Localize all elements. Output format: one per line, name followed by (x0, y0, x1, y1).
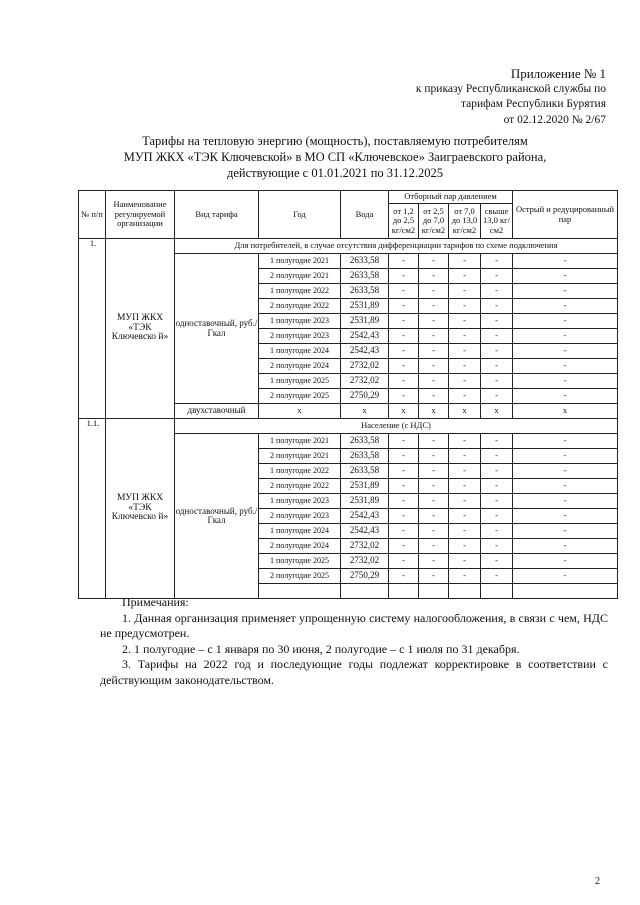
header-pressure-3: от 7,0 до 13,0 кг/см2 (449, 204, 481, 239)
water-value: 2531,89 (341, 314, 389, 329)
period-cell: 1 полугодие 2023 (259, 314, 341, 329)
water-value: 2542,43 (341, 524, 389, 539)
period-cell: 2 полугодие 2022 (259, 479, 341, 494)
water-value: 2750,29 (341, 389, 389, 404)
steam-value: - (449, 254, 481, 269)
steam-value: - (513, 509, 618, 524)
steam-value: - (449, 479, 481, 494)
double-value: x (259, 404, 341, 419)
steam-value: - (449, 284, 481, 299)
steam-value: - (481, 314, 513, 329)
steam-value: - (481, 344, 513, 359)
section-2-body (79, 419, 618, 599)
steam-value: - (419, 509, 449, 524)
header-row (79, 191, 618, 204)
steam-value: - (513, 344, 618, 359)
steam-value: - (389, 374, 419, 389)
water-value: 2633,58 (341, 464, 389, 479)
period-cell: 1 полугодие 2024 (259, 524, 341, 539)
notes-heading: Примечания: (122, 595, 189, 609)
steam-value: - (513, 434, 618, 449)
appendix-block (416, 66, 606, 128)
steam-value: - (513, 269, 618, 284)
steam-value: - (389, 254, 419, 269)
steam-value: - (513, 479, 618, 494)
steam-value: - (449, 434, 481, 449)
steam-value: - (449, 389, 481, 404)
period-cell: 1 полугодие 2022 (259, 284, 341, 299)
steam-value: - (419, 299, 449, 314)
steam-value: - (389, 509, 419, 524)
steam-value: - (513, 554, 618, 569)
section-caption: Для потребителей, в случае отсутствия дифференциации тарифов по схеме подключения (175, 239, 618, 254)
document-title (100, 133, 570, 181)
header-num: № п/п (79, 191, 106, 239)
appendix-line: к приказу Республиканской службы по (415, 82, 606, 95)
period-cell: 1 полугодие 2025 (259, 554, 341, 569)
period-cell: 1 полугодие 2024 (259, 344, 341, 359)
period-cell: 1 полугодие 2025 (259, 374, 341, 389)
water-value: 2732,02 (341, 359, 389, 374)
header-sharp-steam: Острый и редуцированный пар (513, 191, 618, 239)
steam-value: - (419, 329, 449, 344)
steam-value: - (419, 494, 449, 509)
steam-value: - (419, 464, 449, 479)
steam-value: - (481, 434, 513, 449)
appendix-line: Приложение № 1 (510, 66, 606, 81)
steam-value: - (449, 374, 481, 389)
header-pressure-2: от 2,5 до 7,0 кг/см2 (419, 204, 449, 239)
note-item: 3. Тарифы на 2022 год и последующие годы подлежат корректировке в соответствии с действующим законодательством. (100, 657, 608, 687)
appendix-line: от 02.12.2020 № 2/67 (503, 113, 606, 126)
steam-value: - (419, 374, 449, 389)
steam-value: - (449, 359, 481, 374)
steam-value: - (419, 389, 449, 404)
steam-value: - (513, 494, 618, 509)
organization-name: МУП ЖКХ «ТЭК Ключевско й» (106, 239, 175, 419)
steam-value: - (389, 269, 419, 284)
steam-value: - (481, 479, 513, 494)
water-value: 2750,29 (341, 569, 389, 584)
steam-value: - (389, 554, 419, 569)
steam-value: - (513, 314, 618, 329)
steam-value: - (513, 299, 618, 314)
steam-value: - (513, 569, 618, 584)
period-cell: 2 полугодие 2023 (259, 329, 341, 344)
period-cell: 2 полугодие 2023 (259, 509, 341, 524)
steam-value: - (419, 284, 449, 299)
double-value: x (513, 404, 618, 419)
tariff-type: двухставочный (175, 404, 259, 419)
water-value: 2732,02 (341, 539, 389, 554)
double-value: x (481, 404, 513, 419)
steam-value: - (513, 329, 618, 344)
water-value: 2732,02 (341, 374, 389, 389)
steam-value: - (389, 359, 419, 374)
header-type: Вид тарифа (175, 191, 259, 239)
header-water: Вода (341, 191, 389, 239)
tariff-type: одноставочный, руб./Гкал (175, 254, 259, 404)
row-number: 1.1. (79, 419, 106, 599)
steam-value: - (481, 539, 513, 554)
double-value: x (341, 404, 389, 419)
steam-value: - (419, 524, 449, 539)
steam-value: - (481, 449, 513, 464)
section-caption: Население (с НДС) (175, 419, 618, 434)
water-value: 2633,58 (341, 269, 389, 284)
header-pressure-4: свыше 13,0 кг/см2 (481, 204, 513, 239)
period-cell: 2 полугодие 2022 (259, 299, 341, 314)
steam-value: - (449, 569, 481, 584)
steam-value: - (389, 524, 419, 539)
period-cell: 2 полугодие 2025 (259, 389, 341, 404)
steam-value: - (449, 269, 481, 284)
double-value: x (419, 404, 449, 419)
water-value: 2732,02 (341, 554, 389, 569)
steam-value: - (481, 269, 513, 284)
header-org: Наименование регулируемой организации (106, 191, 175, 239)
period-cell: 2 полугодие 2025 (259, 569, 341, 584)
steam-value: - (419, 479, 449, 494)
steam-value: - (449, 314, 481, 329)
note-item: 1. Данная организация применяет упрощенную систему налогообложения, в связи с чем, НДС не предусмотрен. (100, 610, 608, 640)
steam-value: - (481, 359, 513, 374)
row-number: 1. (79, 239, 106, 419)
page-number: 2 (595, 876, 600, 887)
steam-value: - (389, 494, 419, 509)
steam-value: - (419, 314, 449, 329)
steam-value: - (513, 539, 618, 554)
steam-value: - (449, 494, 481, 509)
steam-value: - (419, 269, 449, 284)
steam-value: - (513, 449, 618, 464)
steam-value: - (449, 509, 481, 524)
double-value: x (449, 404, 481, 419)
steam-value: - (419, 539, 449, 554)
steam-value: - (389, 389, 419, 404)
period-cell: 2 полугодие 2024 (259, 539, 341, 554)
steam-value: - (389, 434, 419, 449)
steam-value: - (481, 509, 513, 524)
steam-value: - (419, 434, 449, 449)
steam-value: - (481, 254, 513, 269)
steam-value: - (481, 524, 513, 539)
steam-value: - (513, 524, 618, 539)
water-value: 2542,43 (341, 329, 389, 344)
steam-value: - (449, 449, 481, 464)
steam-value: - (389, 479, 419, 494)
steam-value: - (449, 299, 481, 314)
steam-value: - (513, 254, 618, 269)
period-cell: 1 полугодие 2022 (259, 464, 341, 479)
water-value: 2633,58 (341, 254, 389, 269)
steam-value: - (481, 569, 513, 584)
steam-value: - (481, 464, 513, 479)
title-line: МУП ЖКХ «ТЭК Ключевской» в МО СП «Ключевское» Заиграевского района, (123, 150, 547, 164)
period-cell: 2 полугодие 2024 (259, 359, 341, 374)
steam-value: - (419, 449, 449, 464)
steam-value: - (449, 524, 481, 539)
steam-value: - (389, 449, 419, 464)
double-value: x (389, 404, 419, 419)
period-cell: 1 полугодие 2021 (259, 254, 341, 269)
water-value: 2542,43 (341, 344, 389, 359)
period-cell: 2 полугодие 2021 (259, 269, 341, 284)
steam-value: - (419, 254, 449, 269)
steam-value: - (481, 299, 513, 314)
steam-value: - (513, 389, 618, 404)
organization-name: МУП ЖКХ «ТЭК Ключевско й» (106, 419, 175, 599)
header-year: Год (259, 191, 341, 239)
steam-value: - (389, 284, 419, 299)
steam-value: - (389, 299, 419, 314)
title-line: Тарифы на тепловую энергию (мощность), поставляемую потребителям (142, 134, 528, 148)
header-steam-group: Отборный пар давлением (389, 191, 513, 204)
steam-value: - (481, 494, 513, 509)
steam-value: - (419, 359, 449, 374)
steam-value: - (449, 329, 481, 344)
steam-value: - (513, 284, 618, 299)
water-value: 2633,58 (341, 449, 389, 464)
steam-value: - (481, 284, 513, 299)
period-cell: 2 полугодие 2021 (259, 449, 341, 464)
steam-value: - (513, 374, 618, 389)
note-item: 2. 1 полугодие – с 1 января по 30 июня, 2 полугодие – с 1 июля по 31 декабря. (122, 641, 520, 656)
water-value: 2633,58 (341, 284, 389, 299)
appendix-line: тарифам Республики Бурятия (460, 98, 606, 110)
tariff-type: одноставочный, руб./Гкал (175, 434, 259, 599)
water-value: 2531,89 (341, 494, 389, 509)
steam-value: - (449, 464, 481, 479)
period-cell: 1 полугодие 2023 (259, 494, 341, 509)
steam-value: - (389, 314, 419, 329)
water-value: 2542,43 (341, 509, 389, 524)
steam-value: - (449, 554, 481, 569)
notes-block (100, 595, 608, 688)
steam-value: - (389, 569, 419, 584)
header-pressure-1: от 1,2 до 2,5 кг/см2 (389, 204, 419, 239)
water-value: 2531,89 (341, 479, 389, 494)
tariff-table (78, 190, 618, 599)
steam-value: - (449, 539, 481, 554)
steam-value: - (513, 464, 618, 479)
section-1-body (79, 239, 618, 419)
steam-value: - (481, 389, 513, 404)
steam-value: - (419, 554, 449, 569)
steam-value: - (419, 569, 449, 584)
steam-value: - (389, 539, 419, 554)
steam-value: - (513, 359, 618, 374)
water-value: 2633,58 (341, 434, 389, 449)
steam-value: - (389, 329, 419, 344)
steam-value: - (449, 344, 481, 359)
water-value: 2531,89 (341, 299, 389, 314)
section-caption-row (79, 239, 618, 254)
title-line: действующие с 01.01.2021 по 31.12.2025 (226, 166, 444, 180)
steam-value: - (481, 374, 513, 389)
steam-value: - (389, 344, 419, 359)
steam-value: - (481, 329, 513, 344)
steam-value: - (419, 344, 449, 359)
section-caption-row (79, 419, 618, 434)
period-cell: 1 полугодие 2021 (259, 434, 341, 449)
steam-value: - (389, 464, 419, 479)
steam-value: - (481, 554, 513, 569)
